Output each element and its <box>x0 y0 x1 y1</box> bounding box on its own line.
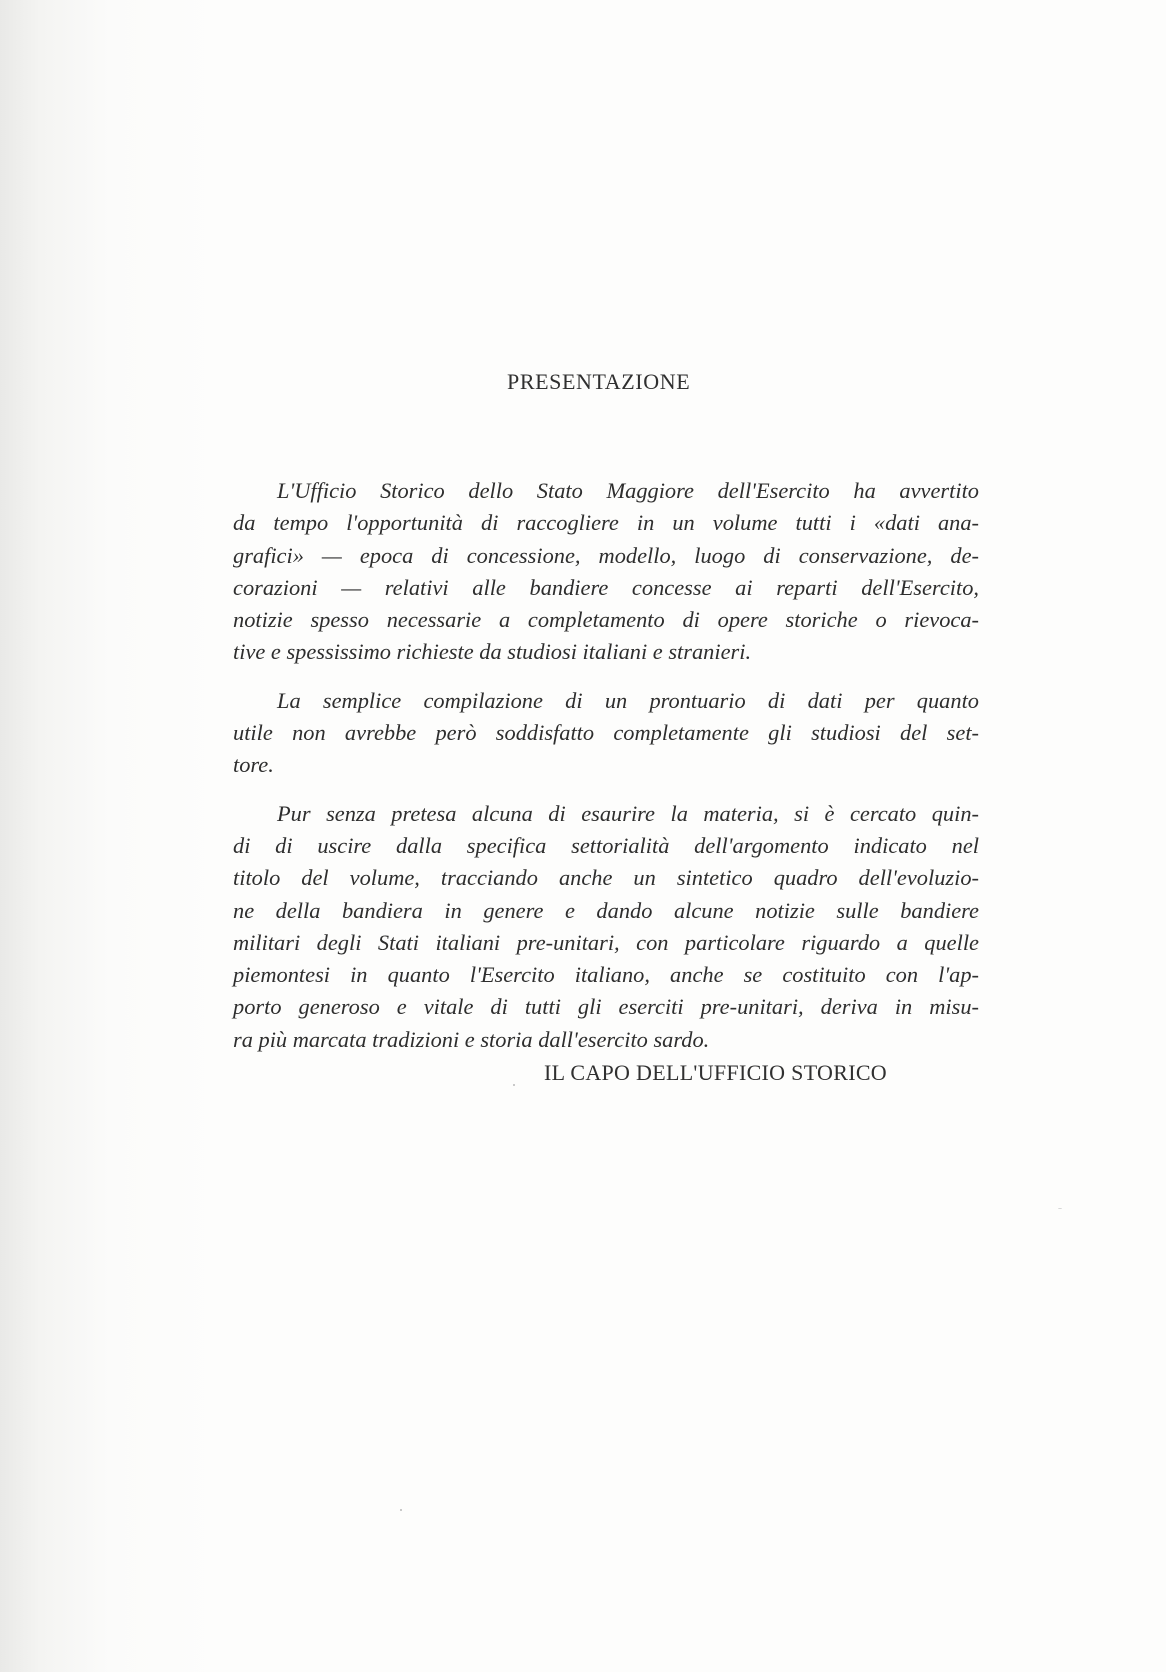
text-line: tore. <box>233 752 274 778</box>
paper-speck <box>513 1084 515 1086</box>
text-line: militari degli Stati italiani pre-unitari, con particolare riguardo a quelle <box>233 929 979 955</box>
paper-speck <box>1058 1208 1062 1209</box>
text-line: Pur senza pretesa alcuna di esaurire la materia, si è cercato quin- <box>277 800 979 826</box>
text-line: L'Ufficio Storico dello Stato Maggiore dell'Esercito ha avvertito <box>277 478 979 503</box>
text-line: corazioni — relativi alle bandiere concesse ai reparti dell'Esercito, <box>233 574 979 600</box>
text-line: di di uscire dalla specifica settorialità dell'argomento indicato nel <box>233 832 979 858</box>
text-line: titolo del volume, tracciando anche un sintetico quadro dell'evoluzio- <box>233 865 979 891</box>
page-title: PRESENTAZIONE <box>507 369 691 394</box>
presentation-body <box>233 475 979 1056</box>
text-line: porto generoso e vitale di tutti gli eserciti pre-unitari, deriva in misu- <box>233 994 979 1020</box>
text-line: piemontesi in quanto l'Esercito italiano, anche se costituito con l'ap- <box>233 962 979 988</box>
text-line: notizie spesso necessarie a completamento di opere storiche o rievoca- <box>233 607 979 633</box>
paragraph-2 <box>233 685 979 782</box>
text-line: ne della bandiera in genere e dando alcune notizie sulle bandiere <box>233 897 979 923</box>
text-line: grafici» — epoca di concessione, modello, luogo di conservazione, de- <box>233 542 979 568</box>
text-line: utile non avrebbe però soddisfatto completamente gli studiosi del set- <box>233 720 979 746</box>
paragraph-1 <box>233 475 979 669</box>
signature: IL CAPO DELL'UFFICIO STORICO <box>544 1060 887 1085</box>
text-line: La semplice compilazione di un prontuario di dati per quanto <box>277 687 979 713</box>
paper-speck <box>400 1509 402 1511</box>
paragraph-3 <box>233 798 979 1056</box>
text-line: da tempo l'opportunità di raccogliere in un volume tutti i «dati ana- <box>233 510 979 536</box>
text-line: ra più marcata tradizioni e storia dall'esercito sardo. <box>233 1026 710 1052</box>
text-line: tive e spessissimo richieste da studiosi italiani e stranieri. <box>233 639 752 665</box>
